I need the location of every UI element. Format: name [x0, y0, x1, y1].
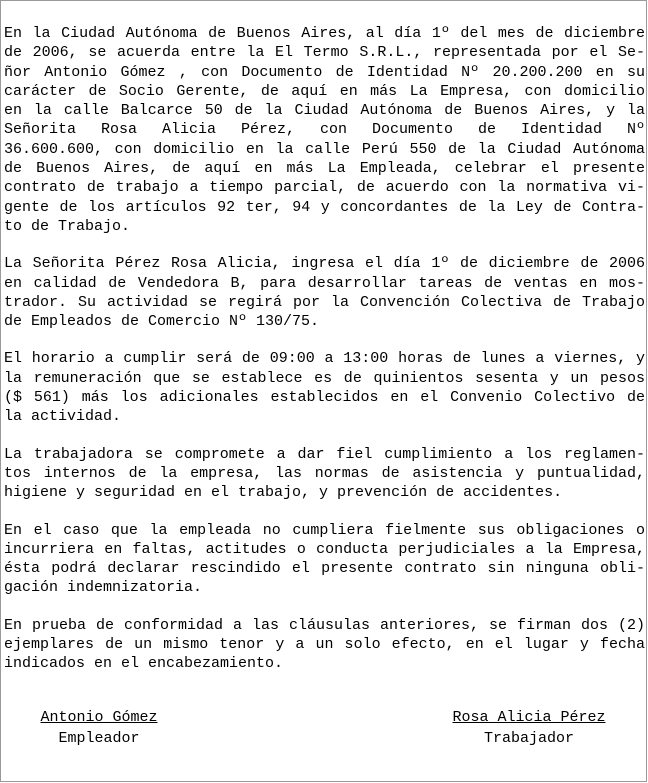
- text-line: El horario a cumplir será de 09:00 a 13:00 horas de lunes a viernes, y: [4, 350, 645, 368]
- text-line: higiene y seguridad en el trabajo, y prevención de accidentes.: [4, 484, 563, 502]
- text-line: de Empleados de Comercio Nº 130/75.: [4, 313, 320, 331]
- text-line: la remuneración que se establece es de quinientos sesenta y un pesos: [4, 369, 645, 387]
- employer-role: Empleador: [58, 730, 140, 747]
- employee-role: Trabajador: [483, 730, 574, 747]
- text-line: la actividad.: [4, 408, 122, 426]
- paragraph-conformity: [4, 616, 645, 674]
- text-line: incurriera en faltas, actitudes o conducta perjudiciales a la Empresa,: [4, 540, 645, 558]
- text-line: Señorita Rosa Alicia Pérez, con Documento de Identidad Nº: [4, 121, 645, 139]
- text-line: tos internos de la empresa, las normas de asistencia y puntualidad,: [4, 464, 645, 482]
- paragraph-schedule: [4, 349, 645, 426]
- text-line: En prueba de conformidad a las cláusulas anteriores, se firman dos (2): [4, 616, 645, 634]
- text-line: indicados en el encabezamiento.: [4, 655, 284, 673]
- text-line: trador. Su actividad se regirá por la Convención Colectiva de Trabajo: [4, 293, 645, 311]
- text-line: En el caso que la empleada no cumpliera fielmente sus obligaciones o: [4, 521, 645, 539]
- text-line: La trabajadora se compromete a dar fiel cumplimiento a los reglamen-: [4, 445, 645, 463]
- text-line: gación indemnizatoria.: [4, 579, 203, 597]
- text-line: ($ 561) más los adicionales establecidos en el Convenio Colectivo de: [4, 389, 645, 407]
- text-line: contrato de trabajo a tiempo parcial, de acuerdo con la normativa vi-: [4, 179, 645, 197]
- text-line: de Buenos Aires, de aquí en más La Empleada, celebrar el presente: [4, 160, 645, 178]
- paragraph-termination: [4, 521, 645, 598]
- text-line: 36.600.600, con domicilio en la calle Perú 550 de la Ciudad Autónoma: [4, 140, 645, 158]
- text-line: de 2006, se acuerda entre la El Termo S.R.L., representada por el Se-: [4, 44, 645, 62]
- text-line: La Señorita Pérez Rosa Alicia, ingresa el día 1º de diciembre de 2006: [4, 255, 645, 273]
- employee-signature: [446, 707, 612, 749]
- employer-signature: [36, 707, 162, 749]
- text-line: En la Ciudad Autónoma de Buenos Aires, al día 1º del mes de diciembre: [4, 25, 645, 42]
- contract-body: [4, 24, 645, 692]
- paragraph-obligations: [4, 445, 645, 503]
- text-line: to de Trabajo.: [4, 217, 131, 235]
- paragraph-position: [4, 254, 645, 331]
- text-line: gente de los artículos 92 ter, 94 y concordantes de la Ley de Contra-: [4, 198, 645, 216]
- text-line: en la calle Balcarce 50 de la Ciudad Autónoma de Buenos Aires, y la: [4, 102, 645, 120]
- text-line: carácter de Socio Gerente, de aquí en más La Empresa, con domicilio: [4, 82, 645, 100]
- employer-name: Antonio Gómez: [40, 709, 158, 726]
- text-line: en calidad de Vendedora B, para desarrollar tareas de ventas en mos-: [4, 274, 645, 292]
- text-line: ejemplares de un mismo tenor y a un solo efecto, en el lugar y fecha: [4, 636, 645, 654]
- employee-name: Rosa Alicia Pérez: [452, 709, 606, 726]
- text-line: ésta podrá declarar rescindido el presente contrato sin ninguna obli-: [4, 560, 645, 578]
- paragraph-parties: [4, 24, 645, 236]
- text-line: ñor Antonio Gómez , con Documento de Identidad Nº 20.200.200 en su: [4, 63, 645, 81]
